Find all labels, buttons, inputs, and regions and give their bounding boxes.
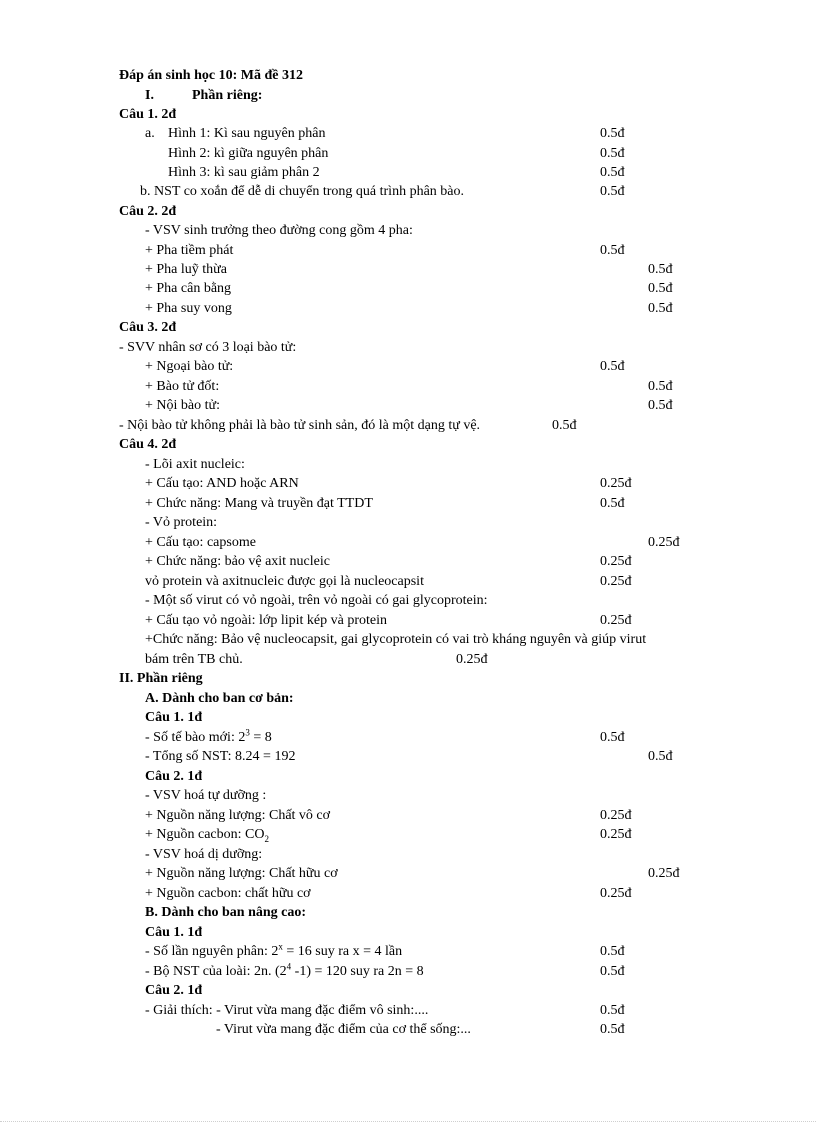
page-bottom-border	[0, 1121, 816, 1122]
score: 0.5đ	[552, 418, 577, 433]
b-q2-line: - Virut vừa mang đặc điểm của cơ thể sống:...	[216, 1022, 471, 1037]
q2-item: + Pha cân bằng	[145, 281, 232, 296]
b-q2-heading: Câu 2. 1đ	[145, 983, 203, 998]
q4-line: - Vỏ protein:	[145, 515, 218, 530]
score: 0.5đ	[600, 496, 625, 511]
q4-line: + Cấu tạo: capsome	[145, 535, 256, 550]
q4-line: bám trên TB chủ.	[145, 652, 243, 667]
score: 0.5đ	[648, 281, 673, 296]
a-q1-line: - Số tế bào mới: $2^3 = 8$	[145, 727, 272, 745]
score: 0.5đ	[600, 165, 625, 180]
q3-intro: - SVV nhân sơ có 3 loại bào tử:	[119, 340, 297, 355]
score: 0.5đ	[648, 749, 673, 764]
score: 0.5đ	[600, 126, 625, 141]
score: 0.5đ	[600, 184, 625, 199]
part2-heading: II. Phần riêng	[119, 671, 203, 686]
score: 0.5đ	[648, 379, 673, 394]
score: 0.5đ	[600, 1003, 625, 1018]
score: 0.25đ	[600, 476, 632, 491]
q4-line: + Cấu tạo: AND hoặc ARN	[145, 476, 299, 491]
score: 0.25đ	[648, 866, 680, 881]
a-q2-line: - VSV hoá dị dưỡng:	[145, 847, 263, 862]
b-q1-line: - Bộ NST của loài: 2n. ($2^4$ -1) = 120 suy ra 2n = 8	[145, 961, 424, 979]
q2-heading: Câu 2. 2đ	[119, 204, 177, 219]
part1-heading: Phần riêng:	[192, 88, 263, 103]
q3-item: + Nội bào tử:	[145, 398, 220, 413]
score: 0.5đ	[600, 146, 625, 161]
q4-heading: Câu 4. 2đ	[119, 437, 177, 452]
q1-line: Hình 3: kì sau giảm phân 2	[168, 165, 320, 180]
q4-line: - Lõi axit nucleic:	[145, 457, 245, 472]
score: 0.5đ	[600, 1022, 625, 1037]
q1-a-prefix: a.	[145, 126, 155, 141]
q1-line: Hình 2: kì giữa nguyên phân	[168, 146, 329, 161]
score: 0.5đ	[600, 944, 625, 959]
score: 0.5đ	[600, 243, 625, 258]
a-q2-heading: Câu 2. 1đ	[145, 769, 203, 784]
b-q1-line: - Số lần nguyên phân: $2^x = 16$ suy ra x = 4 lần	[145, 941, 403, 959]
q2-intro: - VSV sinh trưởng theo đường cong gồm 4 pha:	[145, 223, 413, 238]
a-q2-line: + Nguồn cacbon: $CO_2$	[145, 827, 269, 844]
score: 0.25đ	[648, 535, 680, 550]
b-q1-heading: Câu 1. 1đ	[145, 925, 203, 940]
q4-line: - Một số virut có vỏ ngoài, trên vỏ ngoài có gai glycoprotein:	[145, 593, 488, 608]
score: 0.25đ	[600, 613, 632, 628]
score: 0.5đ	[648, 398, 673, 413]
a-q1-line: - Tổng số NST: 8.24 = 192	[145, 749, 296, 764]
q3-item: + Bào tử đốt:	[145, 379, 220, 394]
q2-item: + Pha tiềm phát	[145, 243, 234, 258]
score: 0.25đ	[600, 808, 632, 823]
document-title: Đáp án sinh học 10: Mã đề 312	[119, 68, 303, 83]
q3-heading: Câu 3. 2đ	[119, 320, 177, 335]
a-q1-heading: Câu 1. 1đ	[145, 710, 203, 725]
score: 0.25đ	[600, 554, 632, 569]
q4-line: + Chức năng: bảo vệ axit nucleic	[145, 554, 330, 569]
q2-item: + Pha luỹ thừa	[145, 262, 227, 277]
section-a-heading: A. Dành cho ban cơ bản:	[145, 691, 294, 706]
score: 0.5đ	[600, 964, 625, 979]
q3-item: + Ngoại bào tử:	[145, 359, 234, 374]
a-q2-line: + Nguồn năng lượng: Chất hữu cơ	[145, 866, 338, 881]
score: 0.25đ	[600, 886, 632, 901]
part1-number: I.	[145, 88, 154, 103]
score: 0.25đ	[456, 652, 488, 667]
q3-last: - Nội bào tử không phải là bào tử sinh sản, đó là một dạng tự vệ.	[119, 418, 481, 433]
q1-b-line: b. NST co xoắn để dễ di chuyển trong quá trình phân bào.	[140, 184, 465, 199]
q4-line: vỏ protein và axitnucleic được gọi là nucleocapsit	[145, 574, 424, 589]
score: 0.25đ	[600, 827, 632, 842]
q4-line: +Chức năng: Bảo vệ nucleocapsit, gai glycoprotein có vai trò kháng nguyên và giúp virut	[145, 632, 647, 647]
q1-line: Hình 1: Kì sau nguyên phân	[168, 126, 326, 141]
q4-line: + Chức năng: Mang và truyền đạt TTDT	[145, 496, 373, 511]
score: 0.5đ	[648, 262, 673, 277]
section-b-heading: B. Dành cho ban nâng cao:	[145, 905, 307, 920]
score: 0.5đ	[600, 359, 625, 374]
b-q2-line: - Giải thích: - Virut vừa mang đặc điểm vô sinh:....	[145, 1003, 429, 1018]
q4-line: + Cấu tạo vỏ ngoài: lớp lipit kép và protein	[145, 613, 387, 628]
a-q2-line: + Nguồn cacbon: chất hữu cơ	[145, 886, 311, 901]
q1-heading: Câu 1. 2đ	[119, 107, 177, 122]
a-q2-line: - VSV hoá tự dưỡng :	[145, 788, 267, 803]
score: 0.5đ	[600, 730, 625, 745]
q2-item: + Pha suy vong	[145, 301, 232, 316]
score: 0.25đ	[600, 574, 632, 589]
a-q2-line: + Nguồn năng lượng: Chất vô cơ	[145, 808, 331, 823]
score: 0.5đ	[648, 301, 673, 316]
